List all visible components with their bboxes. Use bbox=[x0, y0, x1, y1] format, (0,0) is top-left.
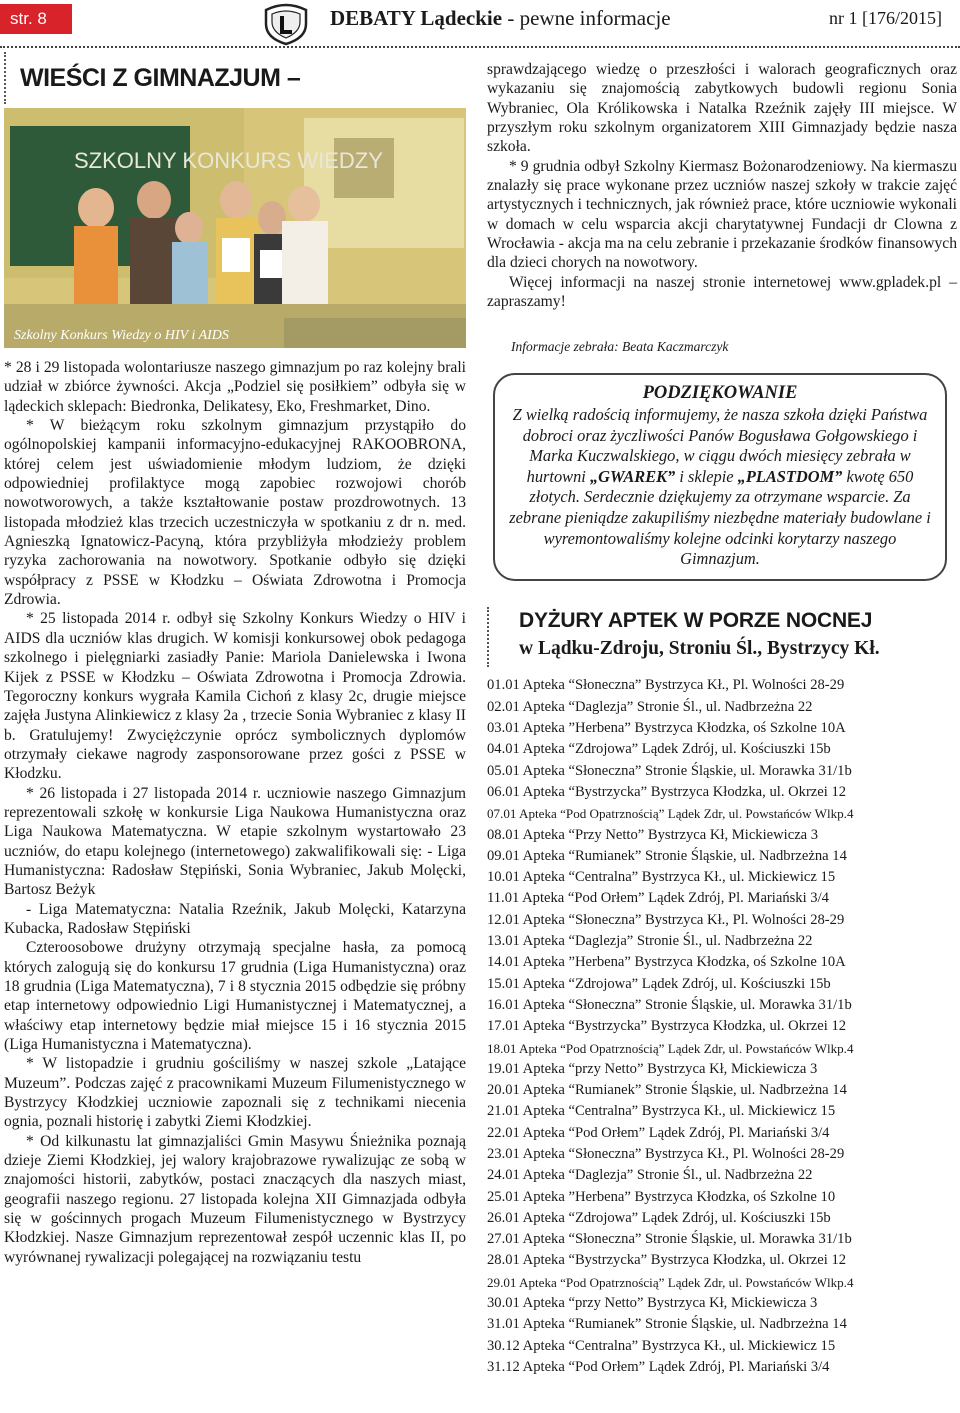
thanks-title: PODZIĘKOWANIE bbox=[642, 383, 798, 404]
classroom-photo-illustration bbox=[4, 108, 466, 348]
article-paragraph: * W bieżącym roku szkolnym gimnazjum przystąpiło do ogólnopolskiej kampanii informacyjno-edukacyjnej RAKOOBRONA, której celem jest uświadomienie młodym ludziom, że dzięki odpowiedniej profilaktyce mogą zapobiec rozwojowi chorób nowotworowych, a także kształtowanie postaw prozdrowotnych. 13 listopada młodzież klas trzecich uczestniczyła w spotkaniu z dr n. med. Agnieszką Ignatowicz-Pacyną, która przybliżyła młodzieży problem ryzyka zachorowania na nowotwory. Spotkanie odbyło się dzięki współpracy z PSSE w Kłodzku – Oświata Zdrowotna i Promocja Zdrowia. bbox=[4, 417, 466, 609]
pharmacy-section-header bbox=[487, 607, 957, 667]
photo-caption: Szkolny Konkurs Wiedzy o HIV i AIDS bbox=[14, 328, 229, 343]
article-paragraph: sprawdzającego wiedzę o przeszłości i walorach geograficznych oraz wykazaniu się znajomością zabytkowych budowli regionu Sonia Wybraniec, Ola Królikowska i Natalka Rzeźnik zajęły III miejsce. W przyszłym roku szkolnym organizatorem XIII Gimnazjady będzie nasza szkoła. bbox=[487, 61, 957, 156]
thanks-box bbox=[493, 373, 947, 581]
pharmacy-duty-item: 03.01 Apteka ”Herbena” Bystrzyca Kłodzka, oś Szkolne 10A bbox=[487, 720, 846, 737]
pharmacy-duty-item: 21.01 Apteka “Centralna” Bystrzyca Kł., ul. Mickiewicz 15 bbox=[487, 1103, 836, 1120]
newspaper-name: DEBATY Lądeckie bbox=[330, 6, 503, 30]
pharmacy-duty-item: 29.01 Apteka “Pod Opatrznością” Lądek Zdr, ul. Powstańców Wlkp.4 bbox=[487, 1274, 854, 1290]
header-divider bbox=[0, 46, 960, 48]
pharmacy-duty-item: 25.01 Apteka ”Herbena” Bystrzyca Kłodzka, oś Szkolne 10 bbox=[487, 1188, 836, 1205]
article-paragraph: * 25 listopada 2014 r. odbył się Szkolny Konkurs Wiedzy o HIV i AIDS dla uczniów klas drugich. W komisji konkursowej obok pedagoga szkolnego i pielęgniarki zasiadły Panie: Mariola Danielewska i Iwona Kijek z PSSE w Kłodzku – Oświata Zdrowotna i Promocja Zdrowia. Tegoroczny konkurs wygrała Kamila Cichoń z klasy 2c, drugie miejsce zajęła Justyna Alinkiewicz z klasy 2a , trzecie Sonia Wybraniec z klasy II b. Gratulujemy! Zwyciężczynie oprócz symbolicznych dyplomów otrzymały ciekawe nagrody zasponsorowane przez gości z PSSE w Kłodzku. bbox=[4, 610, 466, 783]
pharmacy-duty-item: 23.01 Apteka “Słoneczna” Bystrzyca Kł., Pl. Wolności 28-29 bbox=[487, 1146, 845, 1162]
author-credit: Informacje zebrała: Beata Kaczmarczyk bbox=[511, 339, 729, 355]
left-column bbox=[4, 52, 466, 1267]
thanks-text: kwotę 650 złotych. Serdecznie dziękujemy za otrzymane wsparcie. Za zebrane pieniądze zakupiliśmy niezbędne materiały budowlane i wyremontowaliśmy kolejne odcinki korytarzy naszego Gimnazjum. bbox=[509, 466, 931, 569]
event-photo bbox=[4, 108, 466, 348]
pharmacy-duty-item: 28.01 Apteka “Bystrzycka” Bystrzyca Kłodzka, ul. Okrzei 12 bbox=[487, 1252, 847, 1269]
pharmacy-duty-item: 08.01 Apteka “Przy Netto” Bystrzyca Kł, Mickiewicza 3 bbox=[487, 826, 819, 843]
issue-number: nr 1 [176/2015] bbox=[829, 8, 942, 28]
page-header bbox=[0, 0, 960, 46]
article-paragraph: * 28 i 29 listopada wolontariusze naszego gimnazjum po raz kolejny brali udział w zbiórce żywności. Akcja „Podziel się posiłkiem” odbyła się w lądeckich sklepach: Biedronka, Delikatesy, Eko, Freshmarket, Dino. bbox=[4, 359, 466, 415]
pharmacy-duty-item: 07.01 Apteka “Pod Opatrznością” Lądek Zdr, ul. Powstańców Wlkp.4 bbox=[487, 806, 854, 822]
pharmacy-duty-item: 13.01 Apteka “Daglezja” Stronie Śl., ul. Nadbrzeżna 22 bbox=[487, 933, 813, 950]
pharmacy-duty-item: 27.01 Apteka “Słoneczna” Stronie Śląskie, ul. Morawka 31/1b bbox=[487, 1231, 852, 1248]
newspaper-tagline: - pewne informacje bbox=[502, 6, 671, 30]
pharmacy-duty-item: 12.01 Apteka “Słoneczna” Bystrzyca Kł., Pl. Wolności 28-29 bbox=[487, 911, 845, 928]
newspaper-title bbox=[330, 6, 671, 31]
page-number-tag: str. 8 bbox=[0, 4, 72, 34]
pharmacy-duty-item: 24.01 Apteka “Daglezja” Stronie Śl., ul. Nadbrzeżna 22 bbox=[487, 1167, 813, 1184]
right-article-text bbox=[487, 60, 957, 311]
store-name: „PLASTDOM” bbox=[737, 466, 843, 486]
left-article-text bbox=[4, 358, 466, 1267]
pharmacy-duty-item: 31.12 Apteka “Pod Orłem” Lądek Zdrój, Pl. Mariański 3/4 bbox=[487, 1358, 830, 1375]
pharmacy-duty-item: 20.01 Apteka “Rumianek” Stronie Śląskie, ul. Nadbrzeżna 14 bbox=[487, 1082, 847, 1099]
board-text: SZKOLNY KONKURS WIEDZY bbox=[74, 148, 383, 173]
pharmacy-duty-item: 04.01 Apteka “Zdrojowa” Lądek Zdrój, ul. Kościuszki 15b bbox=[487, 741, 831, 758]
thanks-body bbox=[509, 405, 931, 570]
pharmacy-duty-item: 16.01 Apteka “Słoneczna” Stronie Śląskie, ul. Morawka 31/1b bbox=[487, 996, 852, 1013]
pharmacy-duty-item: 26.01 Apteka “Zdrojowa” Lądek Zdrój, ul. Kościuszki 15b bbox=[487, 1209, 831, 1226]
pharmacy-duty-item: 10.01 Apteka “Centralna” Bystrzyca Kł., ul. Mickiewicz 15 bbox=[487, 869, 836, 886]
pharmacy-duty-item: 31.01 Apteka “Rumianek” Stronie Śląskie, ul. Nadbrzeżna 14 bbox=[487, 1316, 847, 1333]
pharmacy-duty-item: 30.01 Apteka “przy Netto” Bystrzyca Kł, Mickiewicza 3 bbox=[487, 1295, 818, 1312]
pharmacy-duty-item: 14.01 Apteka ”Herbena” Bystrzyca Kłodzka, oś Szkolne 10A bbox=[487, 954, 846, 971]
pharmacy-duty-item: 30.12 Apteka “Centralna” Bystrzyca Kł., ul. Mickiewicz 15 bbox=[487, 1337, 836, 1354]
pharmacy-duty-item: 19.01 Apteka “przy Netto” Bystrzyca Kł, Mickiewicza 3 bbox=[487, 1060, 818, 1077]
pharmacy-duty-item: 01.01 Apteka “Słoneczna” Bystrzyca Kł., Pl. Wolności 28-29 bbox=[487, 677, 845, 694]
section-header bbox=[4, 52, 466, 104]
article-paragraph: * W listopadzie i grudniu gościliśmy w naszej szkole „Latające Muzeum”. Podczas zajęć z pracownikami Muzeum Filumenistycznego w Bystrzycy Kłodzkiej uczniowie zapoznali się z technikami niecenia ognia, poznali historię i zabytki Ziemi Kłodzkiej. bbox=[4, 1055, 466, 1131]
pharmacy-duty-item: 15.01 Apteka “Zdrojowa” Lądek Zdrój, ul. Kościuszki 15b bbox=[487, 975, 831, 992]
pharmacy-duty-item: 17.01 Apteka “Bystrzycka” Bystrzyca Kłodzka, ul. Okrzei 12 bbox=[487, 1018, 847, 1035]
thanks-text: i sklepie bbox=[675, 466, 738, 486]
pharmacy-duty-item: 06.01 Apteka “Bystrzycka” Bystrzyca Kłodzka, ul. Okrzei 12 bbox=[487, 783, 847, 800]
pharmacy-duty-list bbox=[487, 675, 957, 1378]
right-column bbox=[487, 60, 957, 1378]
thanks-text: Z wielką radością informujemy, że nasza szkoła dzięki Państwa dobroci oraz życzliwości Panów Bogusława Gołgowskiego i Marka Kuczwalskiego, w ciągu dwóch miesięcy zebrała w hurtowni bbox=[512, 405, 928, 486]
article-paragraph: * Od kilkunastu lat gimnazjaliści Gmin Masywu Śnieżnika poznają dzieje Ziemi Kłodzkiej, jej walory krajobrazowe rywalizując ze sobą w znajomości historii, zabytków, postaci znaczących dla naszych miast, geografii naszego regionu. 27 listopada kolejna XII Gimnazjada odbyła się w gościnnych progach Muzeum Filumenistycznego w Bystrzycy Kłodzkiej. Nasze Gimnazjum reprezentował zespół uczennic klas II, po wyrównanej rywalizacji polegającej na rozwiązaniu testu bbox=[4, 1132, 466, 1266]
article-paragraph: Więcej informacji na naszej stronie internetowej www.gpladek.pl – zapraszamy! bbox=[487, 273, 957, 311]
newspaper-logo-icon bbox=[262, 2, 310, 46]
pharmacy-duty-item: 18.01 Apteka “Pod Opatrznością” Lądek Zdr, ul. Powstańców Wlkp.4 bbox=[487, 1040, 854, 1056]
store-name: „GWAREK” bbox=[589, 466, 676, 486]
article-paragraph: * 26 listopada i 27 listopada 2014 r. uczniowie naszego Gimnazjum reprezentowali szkołę w konkursie Liga Naukowa Humanistyczna oraz Liga Naukowa Matematyczna. W etapie szkolnym wystartowało 23 uczniów, do etapu kolejnego (internetowego) zakwalifikowali się: - Liga Humanistyczna: Radosław Stępiński, Sonia Wybraniec, Jakub Molęcki, Bartosz Beżyk bbox=[4, 784, 466, 899]
pharmacy-duty-item: 11.01 Apteka “Pod Orłem” Lądek Zdrój, Pl. Mariański 3/4 bbox=[487, 890, 829, 907]
article-paragraph: * 9 grudnia odbył Szkolny Kiermasz Bożonarodzeniowy. Na kiermaszu znalazły się prace wykonane przez uczniów naszej szkoły w trakcie zajęć artystycznych i technicznych, jak również prace, które uczniowie wykonali w domach w celu wsparcia akcji charytatywnej Fundacji dr Clowna z Wrocławia - akcja ma na celu zebranie i przekazanie środków finansowych dla dzieci chorych na nowotwory. bbox=[487, 157, 957, 272]
article-paragraph: Czteroosobowe drużyny otrzymają specjalne hasła, za pomocą których zalogują się do konkursu 17 grudnia (Liga Humanistyczna) oraz 18 grudnia (Liga Matematyczna), 7 i 8 stycznia 2015 odbędzie się próbny etap internetowy odpowiednio Ligi Humanistycznej i Matematycznej, a właściwy etap internetowy będzie miał miejsce 15 i 16 stycznia 2015 (Liga Humanistyczna i Matematyczna). bbox=[4, 939, 466, 1054]
pharmacy-duty-item: 22.01 Apteka “Pod Orłem” Lądek Zdrój, Pl. Mariański 3/4 bbox=[487, 1124, 830, 1141]
pharmacy-duty-item: 05.01 Apteka “Słoneczna” Stronie Śląskie, ul. Morawka 31/1b bbox=[487, 762, 852, 779]
section-title: WIEŚCI Z GIMNAZJUM – bbox=[20, 64, 301, 92]
pharmacy-subtitle: w Lądku-Zdroju, Stroniu Śl., Bystrzycy Kł. bbox=[519, 638, 880, 660]
pharmacy-title: DYŻURY APTEK W PORZE NOCNEJ bbox=[519, 609, 873, 633]
article-paragraph: - Liga Matematyczna: Natalia Rzeźnik, Jakub Molęcki, Katarzyna Kubacka, Radosław Stępiński bbox=[4, 900, 466, 937]
pharmacy-duty-item: 02.01 Apteka “Daglezja” Stronie Śl., ul. Nadbrzeżna 22 bbox=[487, 698, 813, 715]
pharmacy-duty-item: 09.01 Apteka “Rumianek” Stronie Śląskie, ul. Nadbrzeżna 14 bbox=[487, 847, 847, 864]
